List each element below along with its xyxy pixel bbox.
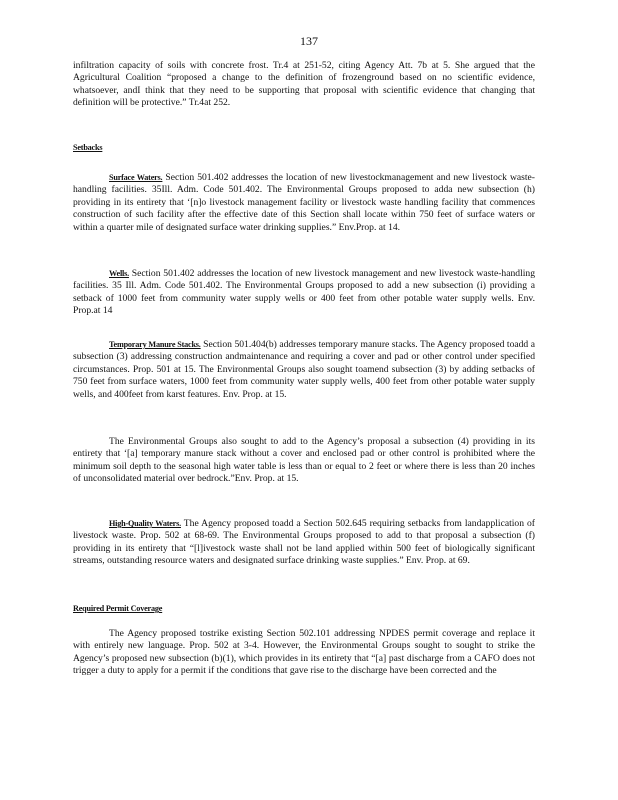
intro-paragraph: infiltration capacity of soils with concrete frost. Tr.4 at 251-52, citing Agency Att. 7b at 5. She argued that the Agricultural Coalition “proposed a change to the definition of frozenground based on no scientific evidence, whatsoever, andI think that they need to be supporting that proposal with scientific evidence that changing that definition will be protective.” Tr.4at 252.	[73, 60, 535, 109]
permit-coverage-text: The Agency proposed tostrike existing Section 502.101 addressing NPDES permit coverage and replace it with entirely new language. Prop. 502 at 3-4. However, the Environmental Groups sought to sought to strike the Agency’s proposed new subsection (b)(1), which provides in its entirety that “[a] past discharge from a CAFO does not trigger a duty to apply for a permit if the conditions that gave rise to the discharge have been corrected and the	[73, 628, 535, 677]
surface-waters-subheading: Surface Waters.	[109, 173, 163, 182]
temporary-manure-paragraph-2	[73, 436, 535, 486]
high-quality-waters-paragraph	[73, 518, 535, 568]
permit-coverage-paragraph	[73, 628, 535, 678]
temporary-manure-text-2: The Environmental Groups also sought to add to the Agency’s proposal a subsection (4) providing in its entirety that ‘[a] temporary manure stack without a cover and enclosed pad or other control is prohibited where the minimum soil depth to the seasonal high water table is less than or equal to 2 feet or where there is less than 20 inches of unconsolidated material over bedrock.”Env. Prop. at 15.	[73, 436, 535, 485]
temporary-manure-text: Section 501.404(b) addresses temporary manure stacks. The Agency proposed toadd a subsection (3) addressing construction andmaintenance and requiring a cover and pad or other control under specified circumstances. Prop. 501 at 15. The Environmental Groups also sought toamend subsection (3) by adding setbacks of 750 feet from surface waters, 1000 feet from community water supply wells, 400 feet from other potable water supply wells, and 400feet from karst features. Env. Prop. at 15.	[73, 339, 536, 400]
wells-text: Section 501.402 addresses the location of new livestock management and new livestock waste-handling facilities. 35 Ill. Adm. Code 501.402. The Environmental Groups proposed to add a new subsection (i) providing a setback of 1000 feet from community water supply wells or 400 feet from other potable water supply wells. Env. Prop.at 14	[73, 268, 535, 317]
high-quality-waters-subheading: High-Quality Waters.	[109, 519, 181, 528]
temporary-manure-paragraph	[73, 339, 535, 401]
permit-coverage-heading-text: Required Permit Coverage	[73, 604, 163, 613]
wells-paragraph	[73, 268, 535, 318]
surface-waters-paragraph	[73, 172, 535, 234]
high-quality-waters-text: The Agency proposed toadd a Section 502.645 requiring setbacks from landapplication of livestock waste. Prop. 502 at 68-69. The Environmental Groups proposed to add to that proposal a subsection (f) providing in its entirety that “[l]ivestock waste shall not be land applied within 500 feet of biologically significant streams, outstanding resource waters and designated surface drinking waste supplies.” Env. Prop. at 69.	[73, 518, 535, 567]
permit-coverage-heading	[73, 604, 162, 613]
surface-waters-text: Section 501.402 addresses the location of new livestockmanagement and new livestock waste-handling facilities. 35Ill. Adm. Code 501.402. The Environmental Groups proposed to adda new subsection (h) providing in its entirety that ‘[n]o livestock management facility or livestock waste handling facility that commences construction of such facility after the effective date of this Section shall locate within 750 feet of surface waters or within a quarter mile of designated surface water drinking supplies.” Env.Prop. at 14.	[73, 172, 535, 233]
temporary-manure-subheading: Temporary Manure Stacks.	[109, 340, 201, 349]
wells-subheading: Wells.	[109, 269, 129, 278]
setbacks-heading	[73, 143, 102, 152]
setbacks-heading-text: Setbacks	[73, 143, 103, 152]
page-number: 137	[300, 34, 318, 48]
